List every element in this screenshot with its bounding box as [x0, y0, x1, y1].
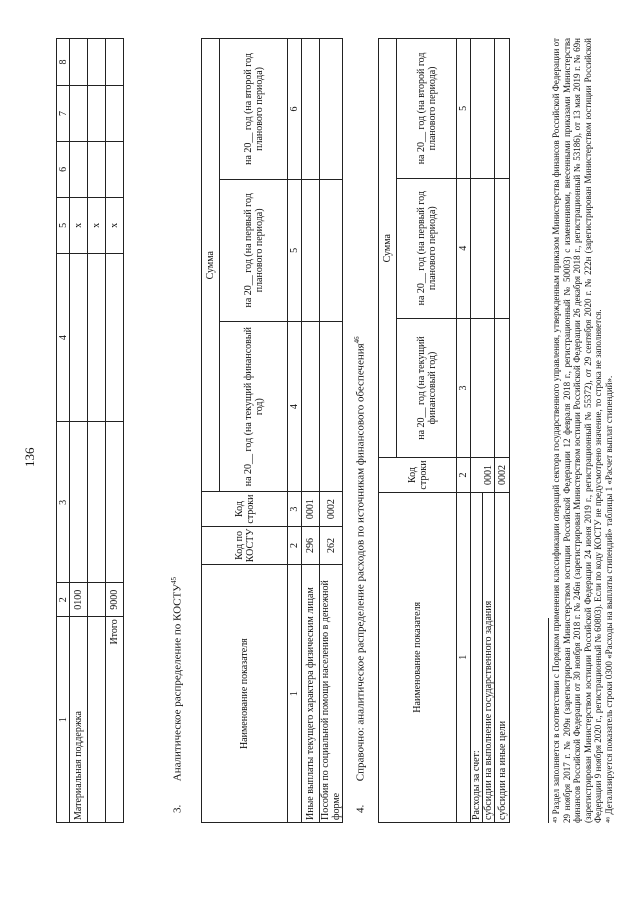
row-code: 0002	[495, 458, 510, 492]
header-year-first: на 20__ год (на первый год планового периода)	[397, 178, 457, 318]
footnotes	[551, 38, 615, 823]
cell	[495, 39, 510, 179]
cell	[88, 141, 106, 197]
col-number: 5	[57, 197, 70, 253]
table-top-number-row	[57, 39, 70, 823]
footnote-45: ⁴⁵ Раздел заполняется в соответствии с Порядком применения классификации операций сектора государственного управления, утвержденным приказом Министерства финансов Российской Федерации от 29 ноября 2017 г. № 209н (зарегистрирован Министерством юстиции Российской Федерации 12 февраля 2018 г., регистрационный № 50003) с изменениями, внесенными приказами Министерства финансов Российской Федерации от 30 ноября 2018 г. № 246н (зарегистрирован Министерством юстиции Российской Федерации 26 декабря 2018 г., регистрационный № 53186), от 13 мая 2019 г. № 69н (зарегистрирован Министерством юстиции Российской Федерации 24 июня 2019 г., регистрационный № 55372), от 29 сентября 2020 г. № 222н (зарегистрирован Министерством юстиции Российской Федерации 9 ноября 2020 г., регистрационный № 60803). Если по коду КОСТУ не предусмотрено значение, то строка не заполняется.	[551, 38, 604, 823]
col-number: 6	[57, 141, 70, 197]
col-number: 3	[57, 422, 70, 583]
col-number: 4	[457, 178, 471, 318]
col-number: 4	[57, 253, 70, 422]
row-code: 0100	[70, 583, 88, 617]
cell	[106, 39, 124, 86]
row-code: 9000	[106, 583, 124, 617]
cell	[106, 422, 124, 583]
table-4-number-row	[457, 39, 471, 823]
cell	[106, 253, 124, 422]
table-row	[88, 39, 106, 823]
cell	[70, 141, 88, 197]
cell	[70, 422, 88, 583]
col-number: 1	[457, 492, 471, 822]
table-top	[56, 38, 124, 823]
cell-x: х	[88, 197, 106, 253]
page-number: 136	[22, 447, 37, 467]
col-number: 4	[288, 321, 302, 492]
header-name: Наименование показателя	[202, 565, 288, 823]
header-sum: Сумма	[379, 39, 397, 458]
cell	[495, 318, 510, 458]
cell	[471, 39, 495, 179]
section-3-title: Аналитическое распределение по КОСТУ	[171, 583, 184, 782]
row-name: Расходы за счет:	[471, 492, 483, 822]
table-sources	[378, 38, 510, 823]
header-year-second: на 20__ год (на второй год планового периода)	[397, 39, 457, 179]
cell	[495, 178, 510, 318]
row-code: 0001	[471, 458, 495, 492]
cell	[88, 422, 106, 583]
cell	[302, 179, 320, 321]
cell	[88, 86, 106, 142]
table-kosgu	[201, 38, 343, 823]
cell	[302, 321, 320, 492]
col-number: 5	[457, 39, 471, 179]
footnote-46: ⁴⁶ Детализируется показатель строки 0300 «Расходы на выплаты стипендий» таблицы 1 «Расчет выплат стипендий».	[603, 375, 614, 823]
col-number: 2	[57, 583, 70, 617]
cell-x: х	[106, 197, 124, 253]
row-code: 0001	[302, 492, 320, 526]
header-year-current: на 20__ год (на текущий финансовый год)	[220, 321, 288, 492]
cell	[302, 39, 320, 180]
table-row	[320, 39, 343, 823]
footnote-ref-46: 46	[353, 336, 361, 344]
row-kosgu: 262	[320, 526, 343, 565]
cell	[471, 318, 495, 458]
col-number: 7	[57, 86, 70, 142]
header-year-second: на 20__ год (на второй год планового периода)	[220, 39, 288, 180]
cell	[88, 253, 106, 422]
cell	[320, 321, 343, 492]
footnote-separator	[548, 618, 549, 823]
section-3-number: 3.	[171, 804, 184, 813]
row-name: Итого	[106, 617, 124, 823]
cell	[70, 253, 88, 422]
header-sum: Сумма	[202, 39, 220, 492]
col-number: 3	[288, 492, 302, 526]
cell	[106, 86, 124, 142]
header-year-current: на 20__ год (на текущий финансовый год)	[397, 318, 457, 458]
header-name: Наименование показателя	[379, 492, 457, 822]
col-number: 8	[57, 39, 70, 86]
table-row	[302, 39, 320, 823]
row-name: Пособия по социальной помощи населению в денежной форме	[320, 565, 343, 823]
table-row	[495, 39, 510, 823]
row-kosgu: 296	[302, 526, 320, 565]
table-row	[471, 39, 483, 823]
cell	[88, 39, 106, 86]
header-code: Код строки	[202, 492, 288, 526]
section-4-title: Справочно: аналитическое распределение расходов по источникам финансового обеспечения	[354, 343, 367, 782]
row-name: субсидии на выполнение государственного задания	[483, 492, 495, 822]
section-3-heading	[170, 577, 184, 813]
section-4-number: 4.	[354, 804, 367, 813]
cell	[70, 86, 88, 142]
col-number: 2	[288, 526, 302, 565]
col-number: 1	[57, 617, 70, 823]
cell	[320, 39, 343, 180]
table-3-number-row	[288, 39, 302, 823]
row-name: субсидии на иные цели	[495, 492, 510, 822]
row-code	[88, 583, 106, 617]
cell-x: х	[70, 197, 88, 253]
cell	[106, 141, 124, 197]
col-number: 3	[457, 318, 471, 458]
header-code: Код строки	[379, 458, 457, 492]
col-number: 6	[288, 39, 302, 180]
section-4-heading	[353, 336, 367, 813]
table-row-total	[106, 39, 124, 823]
col-number: 1	[288, 565, 302, 823]
row-name: Материальная поддержка	[70, 617, 88, 823]
cell	[320, 179, 343, 321]
row-name: Иные выплаты текущего характера физическим лицам	[302, 565, 320, 823]
table-row	[70, 39, 88, 823]
cell	[471, 178, 495, 318]
row-name	[88, 617, 106, 823]
col-number: 2	[457, 458, 471, 492]
header-kosgu: Код по КОСТУ	[202, 526, 288, 565]
cell	[70, 39, 88, 86]
row-code: 0002	[320, 492, 343, 526]
footnote-ref-45: 45	[170, 576, 178, 584]
header-year-first: на 20__ год (на первый год планового периода)	[220, 179, 288, 321]
col-number: 5	[288, 179, 302, 321]
